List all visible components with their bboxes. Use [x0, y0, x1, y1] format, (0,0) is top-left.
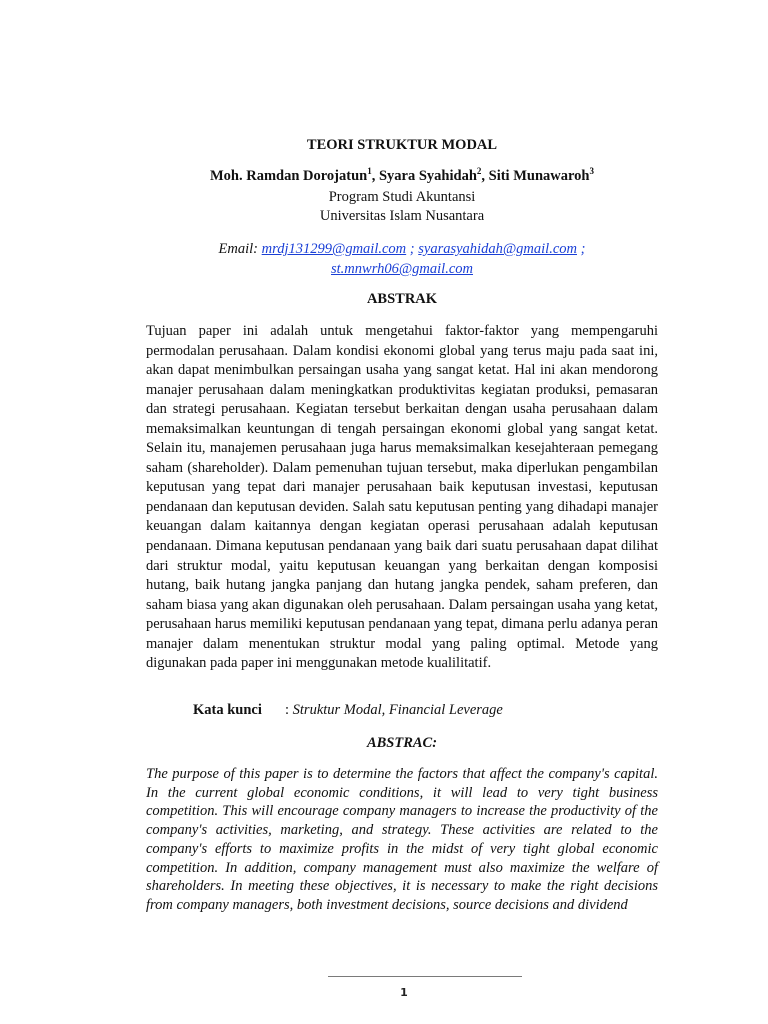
- author-separator: ,: [371, 168, 379, 184]
- abstrak-heading: ABSTRAK: [366, 291, 438, 307]
- email-label: Email:: [218, 241, 262, 257]
- keywords: [193, 701, 658, 720]
- keywords-label: Kata kunci: [193, 702, 262, 718]
- abstrac-heading: ABSTRAC:: [366, 735, 438, 751]
- paper-title: TEORI STRUKTUR MODAL: [306, 137, 498, 153]
- footer-divider: [328, 976, 522, 977]
- email-separator: ;: [406, 241, 419, 257]
- keywords-separator: :: [285, 702, 293, 718]
- author-affiliation-marker: 1: [367, 166, 372, 177]
- keywords-value: Struktur Modal, Financial Leverage: [292, 702, 503, 718]
- author-name: Siti Munawaroh: [488, 168, 590, 184]
- author-name: Moh. Ramdan Dorojatun: [209, 168, 368, 184]
- author-list: [146, 167, 658, 186]
- email-separator: ;: [576, 241, 586, 257]
- author-affiliation-marker: 3: [589, 166, 594, 177]
- abstrak-text: Tujuan paper ini adalah untuk mengetahui faktor-faktor yang mempengaruhi permodalan perusahaan. Dalam kondisi ekonomi global yang terus maju pada saat ini, akan dapat menimbulkan persaingan usaha yang sangat ketat. Hal ini akan mendorong manajer perusahaan dalam meningkatkan produktivitas kegiatan produksi, pemasaran dan strategi perusahaan. Kegiatan tersebut berkaitan dengan usaha perusahaan dalam memaksimalkan keuntungan di tengah persaingan ekonomi global yang sangat ketat. Selain itu, manajemen perusahaan juga harus memaksimalkan kesejahteraan pemegang saham (shareholder). Dalam pemenuhan tujuan tersebut, maka diperlukan pengambilan keputusan yang tepat dari manajer perusahaan baik keputusan investasi, keputusan pendanaan dan keputusan deviden. Salah satu keputusan penting yang dihadapi manajer keuangan dalam kaitannya dengan kegiatan operasi perusahaan adalah keputusan pendanaan. Dimana keputusan pendanaan yang baik dari suatu perusahaan dapat dilihat dari struktur modal, yaitu keputusan keuangan yang berkaitan dengan komposisi hutang, baik hutang jangka panjang dan hutang jangka pendek, saham preferen, dan saham biasa yang akan digunakan oleh perusahaan. Dalam persaingan usaha yang ketat, perusahaan harus memiliki keputusan pendanaan yang tepat, dimana perlu adanya peran manajer dalam menentukan struktur modal yang paling optimal. Metode yang digunakan pada paper ini menggunakan metode kualilitatif.: [146, 323, 658, 672]
- author-separator: ,: [481, 168, 489, 184]
- author-affiliation-marker: 2: [476, 166, 482, 177]
- affiliation-university: Universitas Islam Nusantara: [319, 208, 485, 224]
- abstrac-text: The purpose of this paper is to determine the factors that affect the company's capital. In the current global economic conditions, it will lead to very tight business competition. This will encourage company managers to increase the productivity of the company's activities, marketing, and strategy. These activities are related to the company's efforts to maximize profits in the midst of very tight global economic competition. In addition, company management must also maximize the welfare of shareholders. In meeting these objectives, it is necessary to make the right decisions from company managers, both investment decisions, source decisions and dividend: [146, 766, 658, 913]
- author-name: Syara Syahidah: [378, 168, 477, 184]
- email-link[interactable]: st.mnwrh06@gmail.com: [331, 261, 473, 277]
- email-block: [146, 239, 658, 279]
- page-number: 1: [400, 986, 408, 999]
- affiliation-program: Program Studi Akuntansi: [328, 189, 476, 205]
- affiliation: [146, 188, 658, 226]
- email-link[interactable]: mrdj131299@gmail.com: [261, 241, 407, 257]
- email-link[interactable]: syarasyahidah@gmail.com: [418, 241, 577, 257]
